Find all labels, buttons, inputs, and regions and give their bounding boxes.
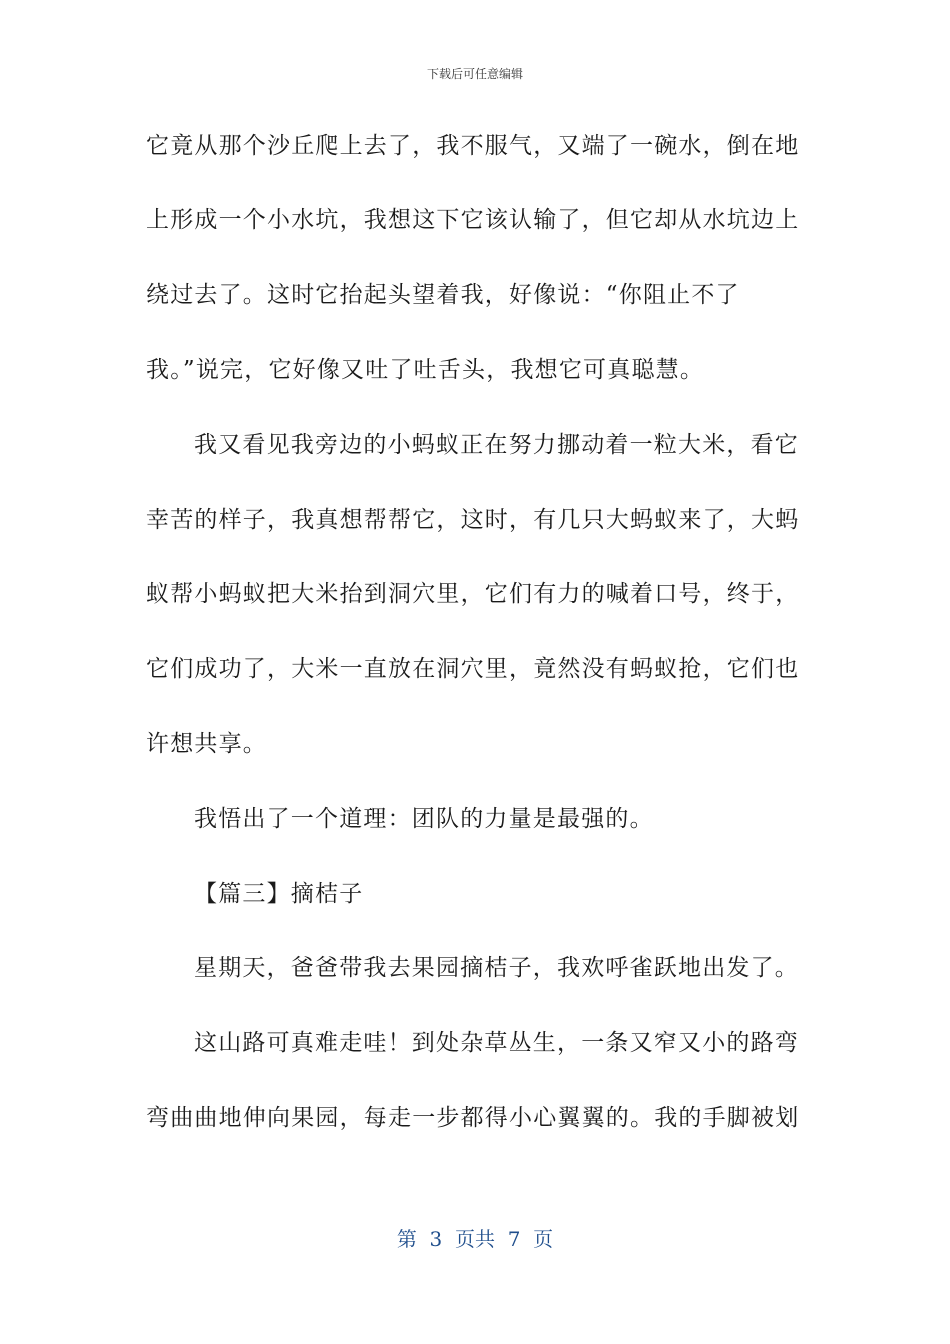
paragraph-first-line: 我又看见我旁边的小蚂蚁正在努力挪动着一粒大米，看它: [194, 432, 799, 458]
body-line: 它竟从那个沙丘爬上去了，我不服气，又端了一碗水，倒在地: [146, 133, 800, 159]
paragraph-first-line: 星期天，爸爸带我去果园摘桔子，我欢呼雀跃地出发了。: [194, 955, 799, 981]
section-heading: 【篇三】摘桔子: [194, 881, 364, 907]
body-line: 它们成功了，大米一直放在洞穴里，竟然没有蚂蚁抢，它们也: [146, 656, 800, 682]
body-line: 我。”说完，它好像又吐了吐舌头，我想它可真聪慧。: [146, 357, 705, 383]
page-header: 下载后可任意编辑: [426, 67, 523, 81]
body-line: 蚁帮小蚂蚁把大米抬到洞穴里，它们有力的喊着口号，终于，: [146, 581, 800, 607]
paragraph-first-line: 这山路可真难走哇！到处杂草丛生，一条又窄又小的路弯: [194, 1030, 799, 1056]
body-line: 弯曲曲地伸向果园，每走一步都得小心翼翼的。我的手脚被划: [146, 1105, 800, 1131]
body-line: 许想共享。: [146, 731, 267, 757]
body-line: 幸苦的样子，我真想帮帮它，这时，有几只大蚂蚁来了，大蚂: [146, 507, 800, 533]
body-line: 绕过去了。这时它抬起头望着我，好像说：“你阻止不了: [146, 282, 740, 308]
page-number-footer: 第 3 页共 7 页: [396, 1227, 554, 1251]
body-line: 上形成一个小水坑，我想这下它该认输了，但它却从水坑边上: [146, 207, 800, 233]
paragraph-first-line: 我悟出了一个道理：团队的力量是最强的。: [194, 806, 654, 832]
